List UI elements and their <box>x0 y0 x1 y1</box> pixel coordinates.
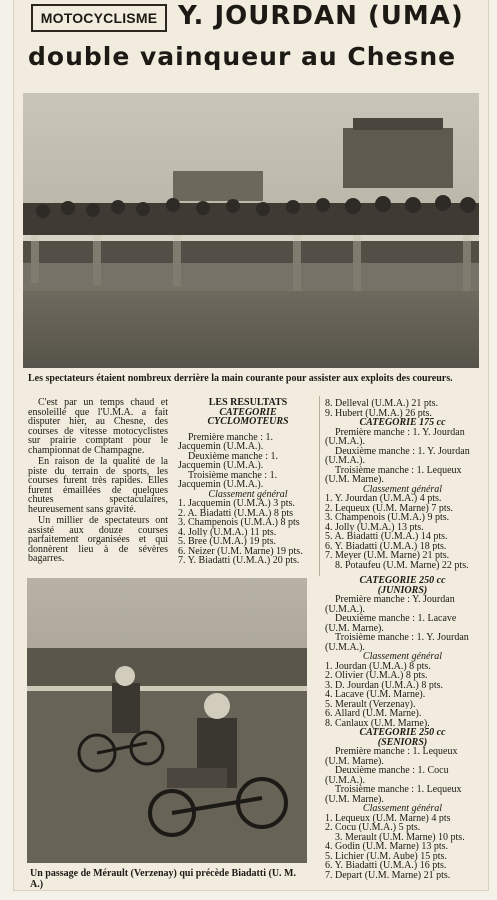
manche-line: Première manche : Y. Jourdan (U.M.A.). <box>325 594 455 615</box>
manche-line: Première manche : 1. Jacquemin (U.M.A.). <box>178 431 273 452</box>
section-label: MOTOCYCLISME <box>31 4 167 32</box>
manche-line: Première manche : 1. Y. Jourdan (U.M.A.). <box>325 426 465 447</box>
result-line: 5. Lichier (U.M. Aube) 15 pts. <box>325 851 447 861</box>
classement-heading: Classement général <box>362 651 443 662</box>
category-subheading: CYCLOMOTEURS <box>207 416 289 427</box>
result-line: 8. Potaufeu (U.M. Marne) 22 pts. <box>335 559 469 571</box>
manche-line: Première manche : 1. Lequeux (U.M. Marne). <box>325 746 458 767</box>
classement-heading: Classement général <box>362 483 443 495</box>
manche-line: Deuxième manche : 1. Y. Jourdan (U.M.A.). <box>325 445 470 466</box>
result-line: 7. Y. Biadatti (U.M.A.) 20 pts. <box>178 556 300 566</box>
paragraph: Un millier de spectateurs ont assisté aux douze courses parfaitement organisées et qui donnèrent lieu à de sévères bagarres. <box>28 515 168 564</box>
result-line: 7. Meyer (U.M. Marne) 21 pts. <box>325 551 450 561</box>
result-line: 2. Lequeux (U.M. Marne) 7 pts. <box>325 503 454 513</box>
result-line: 6. Y. Biadatti (U.M.A.) 18 pts. <box>325 541 447 551</box>
spectators-photo <box>23 93 479 368</box>
manche-line: Troisième manche : 1. Lequeux (U.M. Marne). <box>325 784 462 805</box>
results-title: LES RESULTATS <box>208 397 288 408</box>
column-divider <box>319 396 320 576</box>
manche-line: Troisième manche : 1. Y. Jourdan (U.M.A.). <box>325 632 469 653</box>
manche-line: Deuxième manche : 1. Lacave (U.M. Marne). <box>325 613 457 634</box>
result-line: 4. Jolly (U.M.A.) 13 pts. <box>325 522 424 532</box>
result-line: 1. Lequeux (U.M. Marne) 4 pts <box>325 813 451 823</box>
result-line: 3. D. Jourdan (U.M.A.) 8 pts. <box>325 680 444 690</box>
result-line: 1. Y. Jourdan (U.M.A.) 4 pts. <box>325 494 442 504</box>
result-line: 3. Champenois (U.M.A.) 9 pts. <box>325 513 450 523</box>
result-line: 6. Allard (U.M. Marne). <box>325 709 422 719</box>
manche-line: Troisième manche : 1. Jacquemin (U.M.A.). <box>178 469 278 490</box>
category-heading: CATEGORIE <box>219 406 277 418</box>
result-line: 3. Champenois (U.M.A.) 8 pts <box>178 518 300 528</box>
category-subheading: (JUNIORS) <box>377 584 428 596</box>
classement-heading: Classement général <box>362 803 443 814</box>
result-line: 4. Lacave (U.M. Marne). <box>325 690 426 700</box>
result-line: 4. Godin (U.M. Marne) 13 pts. <box>325 842 449 852</box>
headline: Y. JOURDAN (UMA) <box>178 1 464 31</box>
manche-line: Deuxième manche : 1. Cocu (U.M.A.). <box>325 765 449 786</box>
result-line: 6. Y. Biadatti (U.M.A.) 16 pts. <box>325 861 447 871</box>
result-line: 5. Bree (U.M.A.) 19 pts. <box>178 537 277 547</box>
photo-caption: Les spectateurs étaient nombreux derrière la main courante pour assister aux exploits des coureurs. <box>28 373 453 384</box>
classement-heading: Classement général <box>208 488 288 500</box>
paragraph: C'est par un temps chaud et ensoleillé que l'U.M.A. a fait disputer hier, au Chesne, des courses de vitesse motocyclistes sur prairie comptant pour le championnat de Champagne. <box>28 397 168 456</box>
category-subheading: (SENIORS) <box>377 736 428 748</box>
result-line: 8. Canlaux (U.M. Marne). <box>325 718 430 728</box>
result-line: 4. Jolly (U.M.A.) 11 pts. <box>178 527 277 537</box>
results-column-right <box>325 399 480 880</box>
result-line: 9. Hubert (U.M.A.) 26 pts. <box>325 408 432 418</box>
article-body <box>28 398 168 566</box>
result-line: 5. Merault (Verzenay). <box>325 699 416 709</box>
photo-caption: Un passage de Mérault (Verzenay) qui précède Biadatti (U. M. A.) <box>30 868 296 890</box>
paragraph: En raison de la qualité de la piste du terrain de sports, les courses furent très rapides. Elles furent émaillées de quelques chutes spectaculaires, heureusement sans gravité. <box>28 456 168 515</box>
manche-line: Troisième manche : 1. Lequeux (U.M. Marne). <box>325 464 462 485</box>
subheadline: double vainqueur au Chesne <box>28 42 457 71</box>
results-column <box>178 398 318 566</box>
category-heading: CATEGORIE 250 cc <box>359 727 446 738</box>
result-line: 8. Delleval (U.M.A.) 21 pts. <box>325 399 439 409</box>
category-heading: CATEGORIE 175 cc <box>359 417 446 428</box>
category-heading: CATEGORIE 250 cc <box>359 575 446 586</box>
result-line: 6. Neizer (U.M. Marne) 19 pts. <box>178 546 303 556</box>
race-photo <box>27 578 307 863</box>
manche-line: Deuxième manche : 1. Jacquemin (U.M.A.). <box>178 450 278 471</box>
result-line: 2. Cocu (U.M.A.) 5 pts. <box>325 823 421 833</box>
result-line: 5. A. Biadatti (U.M.A.) 14 pts. <box>325 532 448 542</box>
result-line: 3. Merault (U.M. Marne) 10 pts. <box>335 831 465 843</box>
result-line: 7. Depart (U.M. Marne) 21 pts. <box>325 870 451 880</box>
result-line: 1. Jacquemin (U.M.A.) 3 pts. <box>178 499 295 509</box>
result-line: 2. A. Biadatti (U.M.A.) 8 pts <box>178 508 293 518</box>
result-line: 1. Jourdan (U.M.A.) 8 pts. <box>325 661 431 671</box>
result-line: 2. Olivier (U.M.A.) 8 pts. <box>325 671 428 681</box>
